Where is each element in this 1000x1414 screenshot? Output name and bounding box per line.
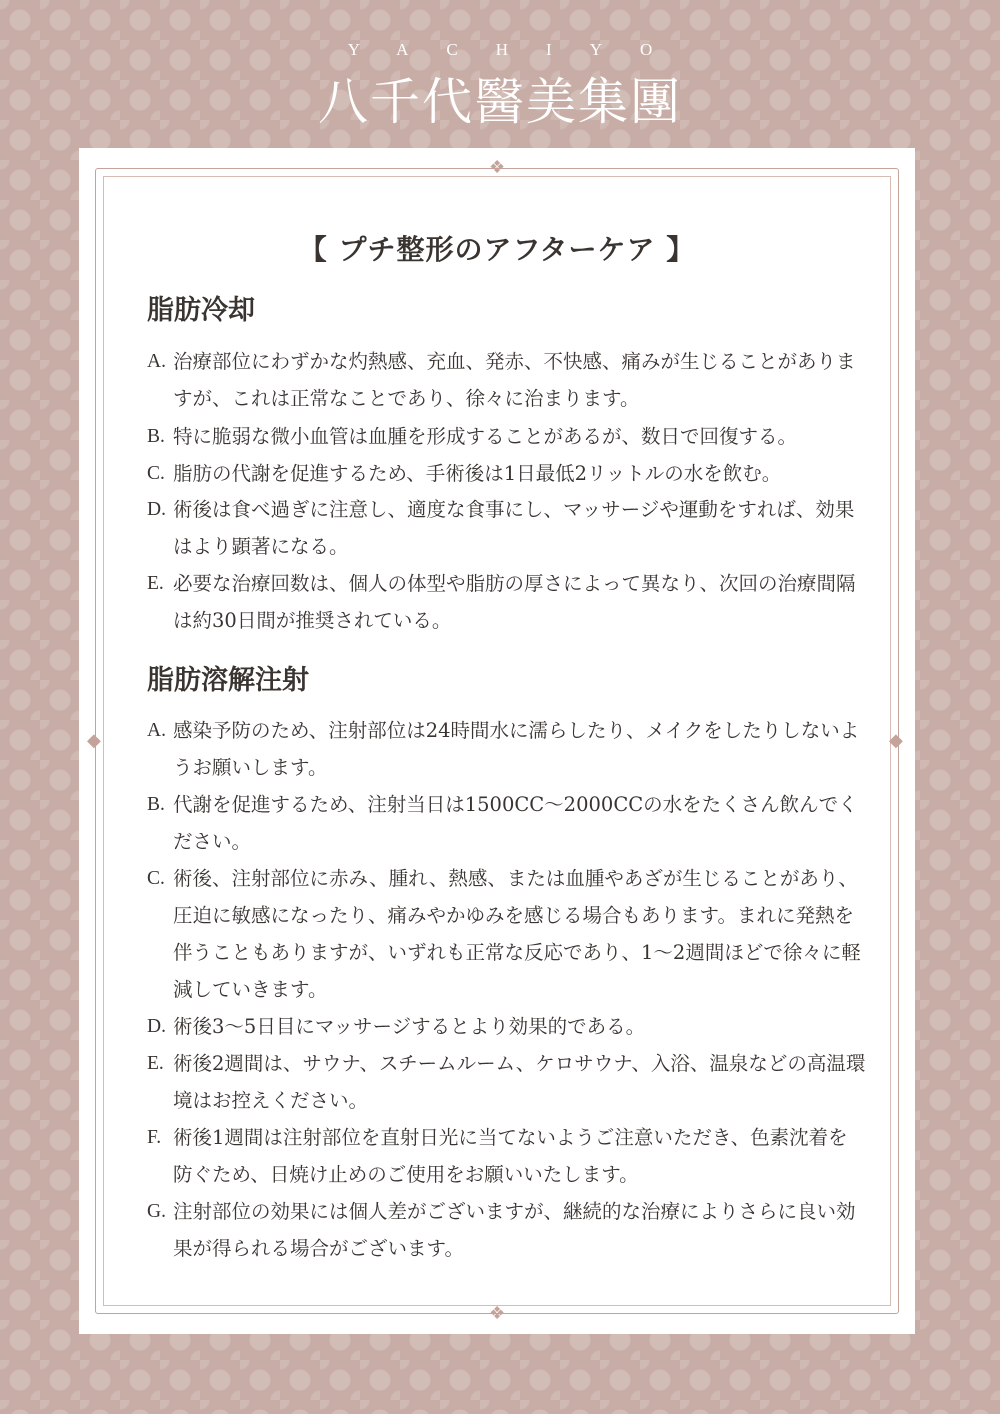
section-heading-fat-dissolving-injection: 脂肪溶解注射 bbox=[147, 665, 309, 696]
list-item bbox=[147, 565, 867, 639]
list-item-text: 術後2週間は、サウナ、スチームルーム、ケロサウナ、入浴、温泉などの高温環境はお控えください。 bbox=[173, 1052, 866, 1112]
list-item bbox=[147, 1119, 867, 1193]
list-item-marker: F. bbox=[147, 1127, 162, 1148]
list-item bbox=[147, 786, 867, 860]
list-item-text: 術後、注射部位に赤み、腫れ、熱感、または血腫やあざが生じることがあり、圧迫に敏感になったり、痛みやかゆみを感じる場合もあります。まれに発熱を伴うこともありますが、いずれも正常な反応であり、1～2週間ほどで徐々に軽減していきます。 bbox=[173, 867, 861, 1001]
list-item-marker: G. bbox=[147, 1201, 166, 1222]
list-item-marker: D. bbox=[147, 499, 166, 520]
list-item bbox=[147, 712, 867, 786]
list-item-text: 術後3～5日目にマッサージするとより効果的である。 bbox=[173, 1015, 646, 1038]
list-item-marker: C. bbox=[147, 463, 165, 484]
list-item-text: 脂肪の代謝を促進するため、手術後は1日最低2リットルの水を飲む。 bbox=[173, 462, 782, 485]
list-item bbox=[147, 1008, 867, 1045]
list-item-text: 治療部位にわずかな灼熱感、充血、発赤、不快感、痛みが生じることがありますが、これは正常なことであり、徐々に治まります。 bbox=[173, 350, 856, 410]
list-item-marker: A. bbox=[147, 351, 166, 372]
ornament-right-icon: ◆ bbox=[889, 730, 903, 751]
list-item-text: 注射部位の効果には個人差がございますが、継続的な治療によりさらに良い効果が得られる場合がございます。 bbox=[173, 1200, 856, 1260]
list-item bbox=[147, 860, 867, 1008]
ornament-left-icon: ◆ bbox=[87, 730, 101, 751]
list-item-marker: B. bbox=[147, 794, 165, 815]
list-item bbox=[147, 1045, 867, 1119]
list-item-marker: C. bbox=[147, 868, 165, 889]
list-item-text: 必要な治療回数は、個人の体型や脂肪の厚さによって異なり、次回の治療間隔は約30日間が推奨されている。 bbox=[173, 572, 856, 632]
brand-logo-title: 八千代醫美集團 bbox=[318, 73, 682, 131]
list-item bbox=[147, 1193, 867, 1267]
list-item-text: 特に脆弱な微小血管は血腫を形成することがあるが、数日で回復する。 bbox=[173, 425, 798, 448]
ornament-top-icon: ❖ bbox=[489, 157, 506, 178]
page-title: 【 プチ整形のアフターケア 】 bbox=[298, 233, 696, 266]
ornament-bottom-icon: ❖ bbox=[489, 1303, 506, 1324]
list-item-marker: B. bbox=[147, 426, 165, 447]
list-item-marker: A. bbox=[147, 720, 166, 741]
list-item-text: 術後1週間は注射部位を直射日光に当てないようご注意いただき、色素沈着を防ぐため、日焼け止めのご使用をお願いいたします。 bbox=[173, 1126, 848, 1186]
list-item-marker: D. bbox=[147, 1016, 166, 1037]
list-item-text: 感染予防のため、注射部位は24時間水に濡らしたり、メイクをしたりしないようお願いします。 bbox=[173, 719, 860, 779]
list-item bbox=[147, 491, 867, 565]
brand-latin-name: YACHIYO bbox=[347, 40, 691, 59]
section-heading-fat-cooling: 脂肪冷却 bbox=[147, 295, 255, 326]
list-item-marker: E. bbox=[147, 573, 164, 594]
list-item-text: 代謝を促進するため、注射当日は1500CC～2000CCの水をたくさん飲んでください。 bbox=[173, 793, 858, 853]
list-item bbox=[147, 343, 867, 417]
list-item-text: 術後は食べ過ぎに注意し、適度な食事にし、マッサージや運動をすれば、効果はより顕著になる。 bbox=[173, 498, 855, 558]
content-card bbox=[79, 148, 915, 1334]
list-item-marker: E. bbox=[147, 1053, 164, 1074]
list-item bbox=[147, 418, 867, 455]
list-item bbox=[147, 455, 867, 492]
